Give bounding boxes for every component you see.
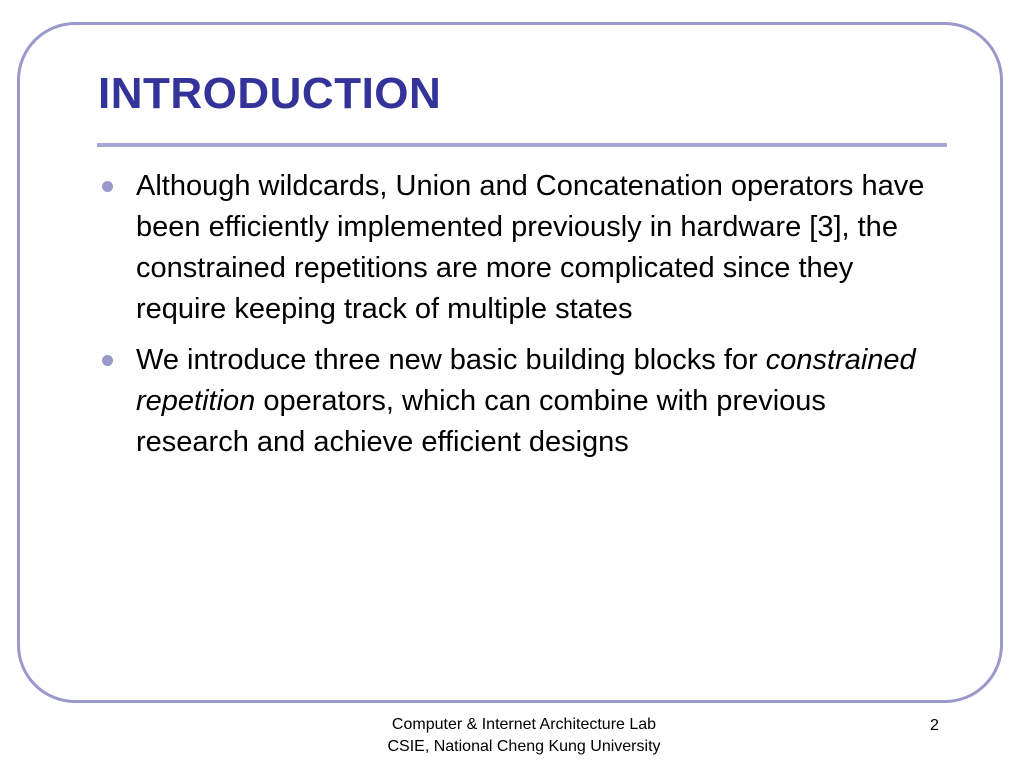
bullet-text-2-after: operators, which can combine with previous research and achieve efficient designs bbox=[136, 385, 826, 458]
bullet-text-2-emphasis: constrained repetition bbox=[136, 344, 916, 417]
bullet-text-2-before: We introduce three new basic building blocks for bbox=[136, 344, 766, 376]
footer-line-university: CSIE, National Cheng Kung University bbox=[387, 738, 661, 755]
bullet-dot-icon bbox=[102, 355, 113, 366]
bullet-item-2 bbox=[97, 340, 937, 463]
bullet-dot-icon bbox=[102, 181, 113, 192]
slide-footer bbox=[324, 714, 724, 758]
page-number: 2 bbox=[930, 717, 939, 734]
bullet-text-1: Although wildcards, Union and Concatenation operators have been efficiently implemented previously in hardware [3], the constrained repetitions are more complicated since they require keeping track of multiple states bbox=[136, 170, 925, 325]
title-divider bbox=[97, 143, 947, 147]
bullet-item-1 bbox=[97, 166, 937, 330]
bullet-list bbox=[97, 166, 937, 473]
slide-title: INTRODUCTION bbox=[98, 69, 442, 118]
footer-line-lab: Computer & Internet Architecture Lab bbox=[391, 716, 657, 733]
